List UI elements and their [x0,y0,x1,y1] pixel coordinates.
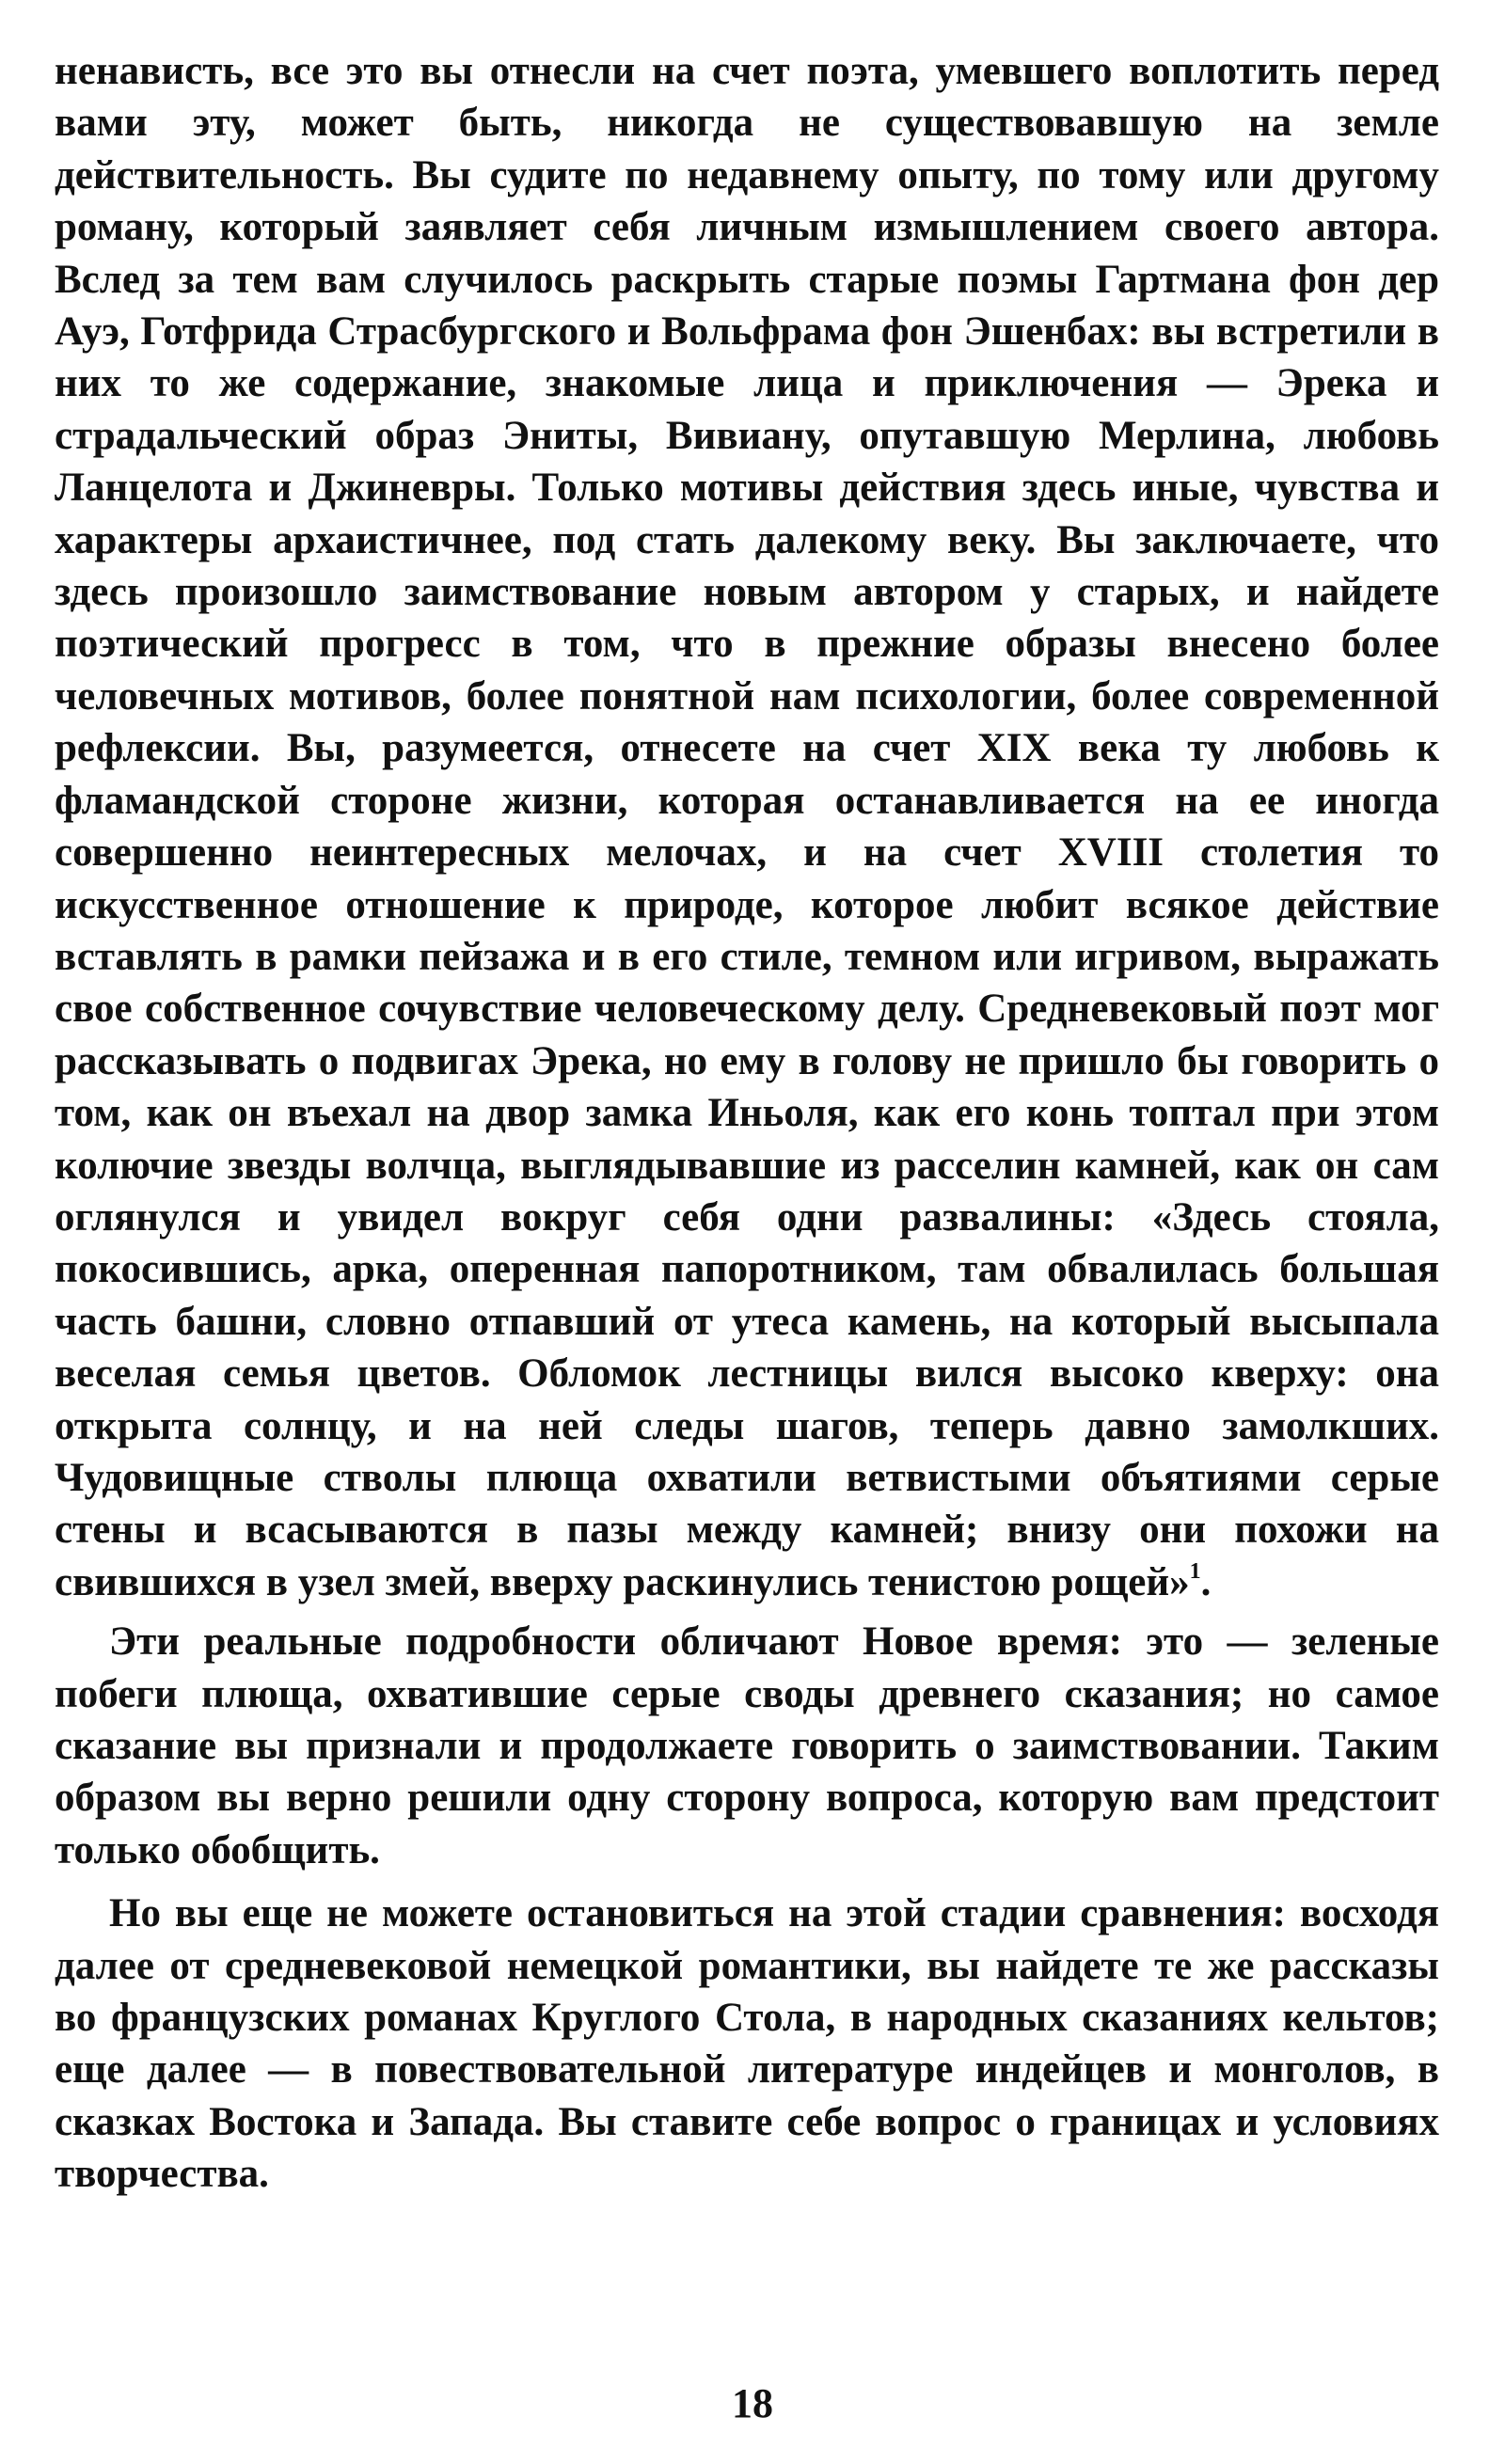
paragraph-1-text: ненависть, все это вы отнесли на счет поэта, умевшего воплотить перед вами эту, может быть, никогда не существовавшую на земле действительность. Вы судите по недавнему опыту, по тому или другому роману, который заявляет себя личным измышлением своего автора. Вслед за тем вам случилось раскрыть старые поэмы Гартмана фон дер Ауэ, Готфрида Страсбургского и Вольфрама фон Эшенбах: вы встретили в них то же содержание, знакомые лица и приключения — Эрека и страдальческий образ Эниты, Вивиану, опутавшую Мерлина, любовь Ланцелота и Джиневры. Только мотивы действия здесь иные, чувства и характеры архаистичнее, под стать далекому веку. Вы заключаете, что здесь произошло заимствование новым автором у старых, и найдете поэтический прогресс в том, что в прежние образы внесено более человечных мотивов, более понятной нам психологии, более современной рефлексии. Вы, разумеется, отнесете на счет XIX века ту любовь к фламандской стороне жизни, которая останавливается на ее иногда совершенно неинтересных мелочах, и на счет XVIII столетия то искусственное отношение к природе, которое любит всякое действие вставлять в рамки пейзажа и в его стиле, темном или игривом, выражать свое собственное сочувствие человеческому делу. Средневековый поэт мог рассказывать о подвигах Эрека, но ему в голову не пришло бы говорить о том, как он въехал на двор замка Иньоля, как его конь топтал при этом колючие звезды волчца, выглядывавшие из расселин камней, как он сам оглянулся и увидел вокруг себя одни развалины: «Здесь стояла, покосившись, арка, оперенная папоротником, там обвалилась большая часть башни, словно отпавший от утеса камень, на который высыпала веселая семья цветов. Обломок лестницы вился высоко кверху: она открыта солнцу, и на ней следы шагов, теперь давно замолкших. Чудовищные стволы плюща охватили ветвистыми объятиями серые стены и всасываются в пазы между камней; внизу они похожи на свившихся в узел змей, вверху раскинулись тенистою рощей» [55,49,1439,1604]
paragraph-3 [55,1887,1439,2200]
paragraph-1 [55,45,1439,1608]
page-number: 18 [732,2380,773,2426]
paragraph-3-text: Но вы еще не можете остановиться на этой стадии сравнения: восходя далее от средневековой немецкой романтики, вы найдете те же рассказы во французских романах Круглого Стола, в народных сказаниях кельтов; еще далее — в повествовательной литературе индейцев и монголов, в сказках Востока и Запада. Вы ставите себе вопрос о границах и условиях творчества. [55,1891,1439,2197]
page-body [55,45,1439,2201]
paragraph-1-tail: . [1200,1559,1212,1604]
paragraph-2-text: Эти реальные подробности обличают Новое время: это — зеленые побеги плюща, охватившие серые своды древнего сказания; но самое сказание вы признали и продолжаете говорить о заимствовании. Таким образом вы верно решили одну сторону вопроса, которую вам предстоит только обобщить. [55,1619,1439,1872]
footnote-marker: 1 [1189,1558,1201,1584]
paragraph-2 [55,1616,1439,1876]
